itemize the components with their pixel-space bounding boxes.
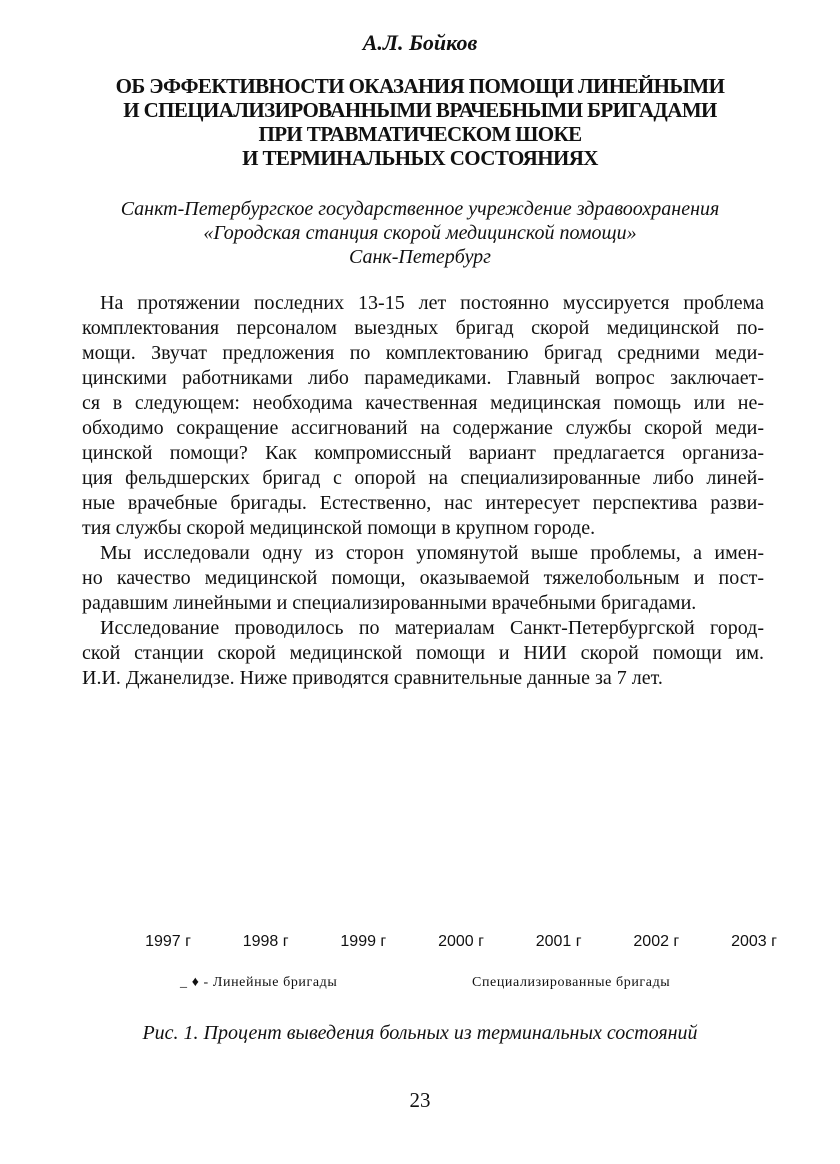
- text-line: тия службы скорой медицинской помощи в крупном городе.: [82, 517, 596, 539]
- x-tick-label: 2002 г: [633, 933, 680, 950]
- legend-specialized-brigades: Специализированные бригады: [472, 975, 671, 990]
- title-line: ПРИ ТРАВМАТИЧЕСКОМ ШОКЕ: [258, 122, 582, 146]
- legend-linear-brigades: _ ♦ - Линейные бригады: [180, 975, 338, 990]
- affiliation: [60, 197, 780, 269]
- article-title: [60, 74, 780, 170]
- paragraph-3: [82, 616, 764, 691]
- x-tick-label: 2001 г: [535, 933, 582, 950]
- x-tick-label: 2003 г: [731, 933, 777, 950]
- text-line: ской станции скорой медицинской помощи и НИИ скорой помощи им.: [82, 642, 764, 664]
- title-line: ОБ ЭФФЕКТИВНОСТИ ОКАЗАНИЯ ПОМОЩИ ЛИНЕЙНЫМИ: [115, 74, 725, 98]
- text-line: цинскими работниками либо парамедиками. Главный вопрос заключает-: [82, 367, 764, 389]
- article-body: [82, 291, 764, 691]
- text-line: мощи. Звучат предложения по комплектованию бригад средними меди-: [82, 342, 764, 364]
- affiliation-line: «Городская станция скорой медицинской помощи»: [203, 222, 637, 244]
- title-line: И СПЕЦИАЛИЗИРОВАННЫМИ ВРАЧЕБНЫМИ БРИГАДАМИ: [123, 98, 717, 122]
- text-line: радавшим линейными и специализированными врачебными бригадами.: [82, 592, 697, 614]
- x-tick-label: 1998 г: [242, 933, 289, 950]
- title-line: И ТЕРМИНАЛЬНЫХ СОСТОЯНИЯХ: [242, 146, 598, 170]
- page-number: 23: [409, 1088, 431, 1112]
- affiliation-line: Санк-Петербург: [348, 246, 491, 268]
- paragraph-2: [82, 541, 764, 616]
- text-line: Мы исследовали одну из сторон упомянутой выше проблемы, а имен-: [100, 542, 764, 564]
- text-line: На протяжении последних 13-15 лет постоянно муссируется проблема: [100, 292, 764, 314]
- x-axis-tick-labels: [130, 933, 777, 953]
- text-line: ся в следующем: необходима качественная медицинская помощь или не-: [82, 392, 764, 414]
- text-line: обходимо сокращение ассигнований на содержание службы скорой меди-: [82, 417, 764, 439]
- text-line: цинской помощи? Как компромиссный вариант предлагается организа-: [82, 442, 764, 464]
- affiliation-line: Санкт-Петербургское государственное учреждение здравоохранения: [120, 198, 720, 220]
- text-line: но качество медицинской помощи, оказываемой тяжелобольным и пост-: [82, 567, 764, 589]
- x-tick-label: 1999 г: [340, 933, 387, 950]
- text-line: ция фельдшерских бригад с опорой на специализированные либо линей-: [82, 467, 764, 489]
- figure-caption: Рис. 1. Процент выведения больных из терминальных состояний: [142, 1022, 698, 1044]
- paragraph-1: [82, 291, 764, 541]
- x-tick-label: 1997 г: [145, 933, 191, 950]
- author-name: А.Л. Бойков: [362, 30, 478, 55]
- figure-plot-area: [82, 700, 764, 930]
- text-line: ные врачебные бригады. Естественно, нас интересует перспектива разви-: [82, 492, 764, 514]
- text-line: И.И. Джанелидзе. Ниже приводятся сравнительные данные за 7 лет.: [82, 667, 663, 689]
- text-line: комплектования персоналом выездных бригад скорой медицинской по-: [82, 317, 764, 339]
- x-tick-label: 2000 г: [438, 933, 484, 950]
- text-line: Исследование проводилось по материалам Санкт-Петербургской город-: [100, 617, 764, 639]
